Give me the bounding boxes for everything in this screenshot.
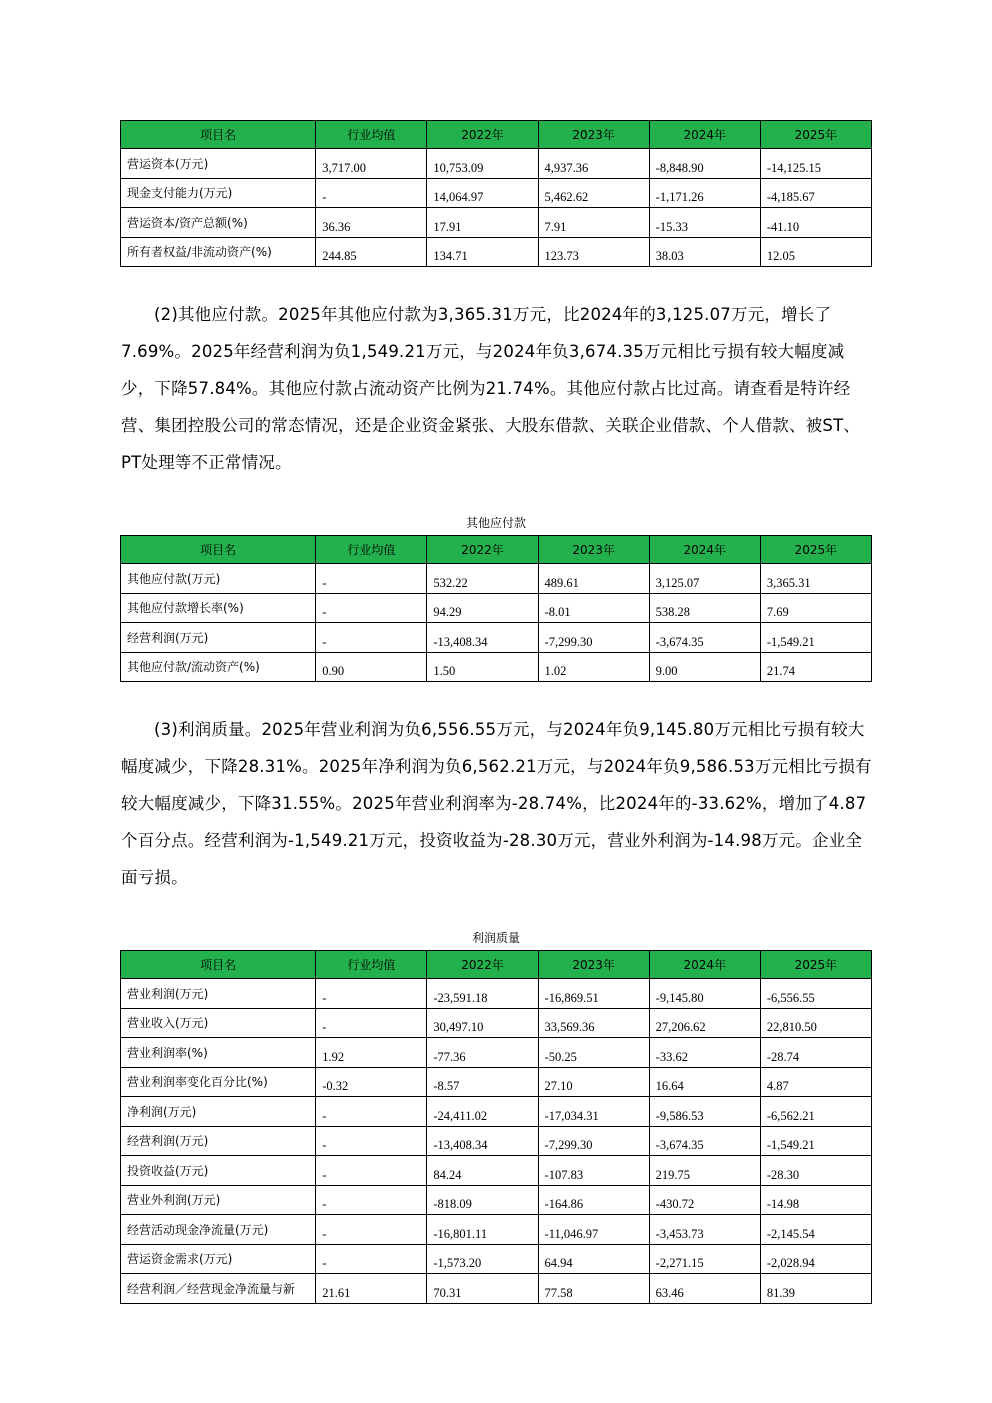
table-cell: -16,801.11 — [427, 1215, 538, 1245]
table-cell: -8.57 — [427, 1067, 538, 1097]
table-cell: 0.90 — [316, 652, 427, 682]
column-header: 行业均值 — [316, 951, 427, 979]
table-cell: -6,556.55 — [760, 979, 871, 1009]
table-row — [121, 178, 872, 208]
column-header: 行业均值 — [316, 121, 427, 149]
column-header: 2023年 — [538, 536, 649, 564]
profit-quality-analysis — [121, 711, 873, 896]
row-label: 营业利润率(%) — [121, 1038, 316, 1068]
working-capital-table — [120, 120, 872, 267]
row-label: 经营利润(万元) — [121, 1126, 316, 1156]
table-row — [121, 1038, 872, 1068]
table-caption-other-payables: 其他应付款 — [465, 516, 526, 530]
column-header: 2023年 — [538, 121, 649, 149]
table-cell: -50.25 — [538, 1038, 649, 1068]
table-cell: -11,046.97 — [538, 1215, 649, 1245]
table-row — [121, 1156, 872, 1186]
table-row — [121, 652, 872, 682]
row-label: 营运资本(万元) — [121, 149, 316, 179]
row-label: 营业利润率变化百分比(%) — [121, 1067, 316, 1097]
table-cell: 21.74 — [760, 652, 871, 682]
table-header-row — [121, 121, 872, 149]
column-header: 行业均值 — [316, 536, 427, 564]
table-cell: - — [316, 1008, 427, 1038]
row-label: 其他应付款(万元) — [121, 564, 316, 594]
table-cell: - — [316, 1156, 427, 1186]
table-cell: -4,185.67 — [760, 178, 871, 208]
table-cell: -13,408.34 — [427, 1126, 538, 1156]
table-cell: 27.10 — [538, 1067, 649, 1097]
table-cell: - — [316, 1097, 427, 1127]
column-header: 2024年 — [649, 951, 760, 979]
table-cell: -28.30 — [760, 1156, 871, 1186]
table-cell: 3,365.31 — [760, 564, 871, 594]
table-row — [121, 1185, 872, 1215]
table-row — [121, 1067, 872, 1097]
table-cell: -1,171.26 — [649, 178, 760, 208]
table-cell: 16.64 — [649, 1067, 760, 1097]
table-cell: - — [316, 979, 427, 1009]
table-row — [121, 1126, 872, 1156]
table-cell: -7,299.30 — [538, 623, 649, 653]
table-cell: 63.46 — [649, 1274, 760, 1304]
table-cell: 94.29 — [427, 593, 538, 623]
column-header: 项目名 — [121, 536, 316, 564]
table-cell: -24,411.02 — [427, 1097, 538, 1127]
row-label: 营运资本/资产总额(%) — [121, 208, 316, 238]
table-cell: -8,848.90 — [649, 149, 760, 179]
row-label: 所有者权益/非流动资产(%) — [121, 237, 316, 267]
table-cell: -16,869.51 — [538, 979, 649, 1009]
table-row — [121, 1097, 872, 1127]
column-header: 2025年 — [760, 121, 871, 149]
table-cell: 84.24 — [427, 1156, 538, 1186]
paragraph-text: (2)其他应付款。2025年其他应付款为3,365.31万元，比2024年的3,125.07万元，增长了7.69%。2025年经营利润为负1,549.21万元，与2024年负3,674.35万元相比亏损有较大幅度减少，下降57.84%。其他应付款占流动资产比例为21.74%。其他应付款占比过高。请查看是特许经营、集团控股公司的常态情况，还是企业资金紧张、大股东借款、关联企业借款、个人借款、被ST、PT处理等不正常情况。 — [121, 305, 861, 472]
table-cell: -818.09 — [427, 1185, 538, 1215]
row-label: 投资收益(万元) — [121, 1156, 316, 1186]
table-row — [121, 564, 872, 594]
table-cell: -1,549.21 — [760, 1126, 871, 1156]
table-cell: -8.01 — [538, 593, 649, 623]
table-cell: - — [316, 1244, 427, 1274]
profit-quality-table — [120, 950, 872, 1304]
table-cell: 33,569.36 — [538, 1008, 649, 1038]
column-header: 2025年 — [760, 536, 871, 564]
table-cell: -28.74 — [760, 1038, 871, 1068]
table-cell: - — [316, 564, 427, 594]
table-cell: -3,674.35 — [649, 1126, 760, 1156]
table-cell: -17,034.31 — [538, 1097, 649, 1127]
table-cell: 9.00 — [649, 652, 760, 682]
table-cell: -77.36 — [427, 1038, 538, 1068]
table-cell: - — [316, 623, 427, 653]
column-header: 2022年 — [427, 121, 538, 149]
table-row — [121, 149, 872, 179]
table-cell: 1.92 — [316, 1038, 427, 1068]
table-cell: 489.61 — [538, 564, 649, 594]
table-cell: -107.83 — [538, 1156, 649, 1186]
table-cell: -23,591.18 — [427, 979, 538, 1009]
table-cell: 1.50 — [427, 652, 538, 682]
table-cell: 5,462.62 — [538, 178, 649, 208]
table-cell: 10,753.09 — [427, 149, 538, 179]
table-cell: - — [316, 178, 427, 208]
table-row — [121, 1244, 872, 1274]
table-cell: -15.33 — [649, 208, 760, 238]
table-row — [121, 1008, 872, 1038]
table-cell: 14,064.97 — [427, 178, 538, 208]
row-label: 经营利润(万元) — [121, 623, 316, 653]
table-cell: - — [316, 1126, 427, 1156]
table-cell: -3,674.35 — [649, 623, 760, 653]
table-cell: 36.36 — [316, 208, 427, 238]
table-row — [121, 979, 872, 1009]
table-row — [121, 593, 872, 623]
table-cell: - — [316, 1215, 427, 1245]
table-cell: -0.32 — [316, 1067, 427, 1097]
table-cell: -41.10 — [760, 208, 871, 238]
table-cell: -7,299.30 — [538, 1126, 649, 1156]
table-cell: 70.31 — [427, 1274, 538, 1304]
table-cell: 30,497.10 — [427, 1008, 538, 1038]
column-header: 2022年 — [427, 951, 538, 979]
table-cell: - — [316, 1185, 427, 1215]
table-cell: 38.03 — [649, 237, 760, 267]
table-cell: -14,125.15 — [760, 149, 871, 179]
column-header: 2024年 — [649, 121, 760, 149]
table-cell: 538.28 — [649, 593, 760, 623]
table-cell: -1,573.20 — [427, 1244, 538, 1274]
table-cell: -6,562.21 — [760, 1097, 871, 1127]
other-payables-analysis — [121, 296, 873, 481]
table-cell: -13,408.34 — [427, 623, 538, 653]
table-cell: 134.71 — [427, 237, 538, 267]
table-cell: -14.98 — [760, 1185, 871, 1215]
table-cell: 77.58 — [538, 1274, 649, 1304]
table-cell: -430.72 — [649, 1185, 760, 1215]
column-header: 2022年 — [427, 536, 538, 564]
column-header: 2023年 — [538, 951, 649, 979]
table-cell: 7.69 — [760, 593, 871, 623]
table-cell: 219.75 — [649, 1156, 760, 1186]
table-cell: 1.02 — [538, 652, 649, 682]
table-cell: - — [316, 593, 427, 623]
table-header-row — [121, 951, 872, 979]
table-cell: -164.86 — [538, 1185, 649, 1215]
paragraph-text: (3)利润质量。2025年营业利润为负6,556.55万元，与2024年负9,145.80万元相比亏损有较大幅度减少，下降28.31%。2025年净利润为负6,562.21万元，与2024年负9,586.53万元相比亏损有较大幅度减少，下降31.55%。2025年营业利润率为-28.74%，比2024年的-33.62%，增加了4.87个百分点。经营利润为-1,549.21万元，投资收益为-28.30万元，营业外利润为-14.98万元。企业全面亏损。 — [121, 720, 872, 887]
table-cell: 3,717.00 — [316, 149, 427, 179]
table-cell: 81.39 — [760, 1274, 871, 1304]
table-cell: 3,125.07 — [649, 564, 760, 594]
table-cell: -33.62 — [649, 1038, 760, 1068]
column-header: 项目名 — [121, 121, 316, 149]
table-cell: 532.22 — [427, 564, 538, 594]
table-cell: -2,145.54 — [760, 1215, 871, 1245]
table-cell: 64.94 — [538, 1244, 649, 1274]
table-cell: 17.91 — [427, 208, 538, 238]
table-cell: 27,206.62 — [649, 1008, 760, 1038]
column-header: 2025年 — [760, 951, 871, 979]
table-cell: -2,028.94 — [760, 1244, 871, 1274]
row-label: 经营活动现金净流量(万元) — [121, 1215, 316, 1245]
table-header-row — [121, 536, 872, 564]
row-label: 其他应付款增长率(%) — [121, 593, 316, 623]
column-header: 2024年 — [649, 536, 760, 564]
table-cell: 123.73 — [538, 237, 649, 267]
table-cell: -2,271.15 — [649, 1244, 760, 1274]
row-label: 净利润(万元) — [121, 1097, 316, 1127]
table-row — [121, 1215, 872, 1245]
table-cell: -9,586.53 — [649, 1097, 760, 1127]
table-cell: 7.91 — [538, 208, 649, 238]
row-label: 营业利润(万元) — [121, 979, 316, 1009]
row-label: 营业外利润(万元) — [121, 1185, 316, 1215]
table-cell: 4,937.36 — [538, 149, 649, 179]
other-payables-table — [120, 535, 872, 682]
table-row — [121, 623, 872, 653]
table-cell: 21.61 — [316, 1274, 427, 1304]
table-cell: 22,810.50 — [760, 1008, 871, 1038]
table-row — [121, 237, 872, 267]
row-label: 营运资金需求(万元) — [121, 1244, 316, 1274]
row-label: 经营利润／经营现金净流量与新 — [121, 1274, 316, 1304]
table-cell: 12.05 — [760, 237, 871, 267]
column-header: 项目名 — [121, 951, 316, 979]
row-label: 营业收入(万元) — [121, 1008, 316, 1038]
row-label: 其他应付款/流动资产(%) — [121, 652, 316, 682]
table-cell: -1,549.21 — [760, 623, 871, 653]
table-cell: -3,453.73 — [649, 1215, 760, 1245]
row-label: 现金支付能力(万元) — [121, 178, 316, 208]
table-caption-profit-quality: 利润质量 — [471, 931, 520, 945]
table-row — [121, 1274, 872, 1304]
table-cell: 4.87 — [760, 1067, 871, 1097]
table-cell: -9,145.80 — [649, 979, 760, 1009]
table-row — [121, 208, 872, 238]
table-cell: 244.85 — [316, 237, 427, 267]
